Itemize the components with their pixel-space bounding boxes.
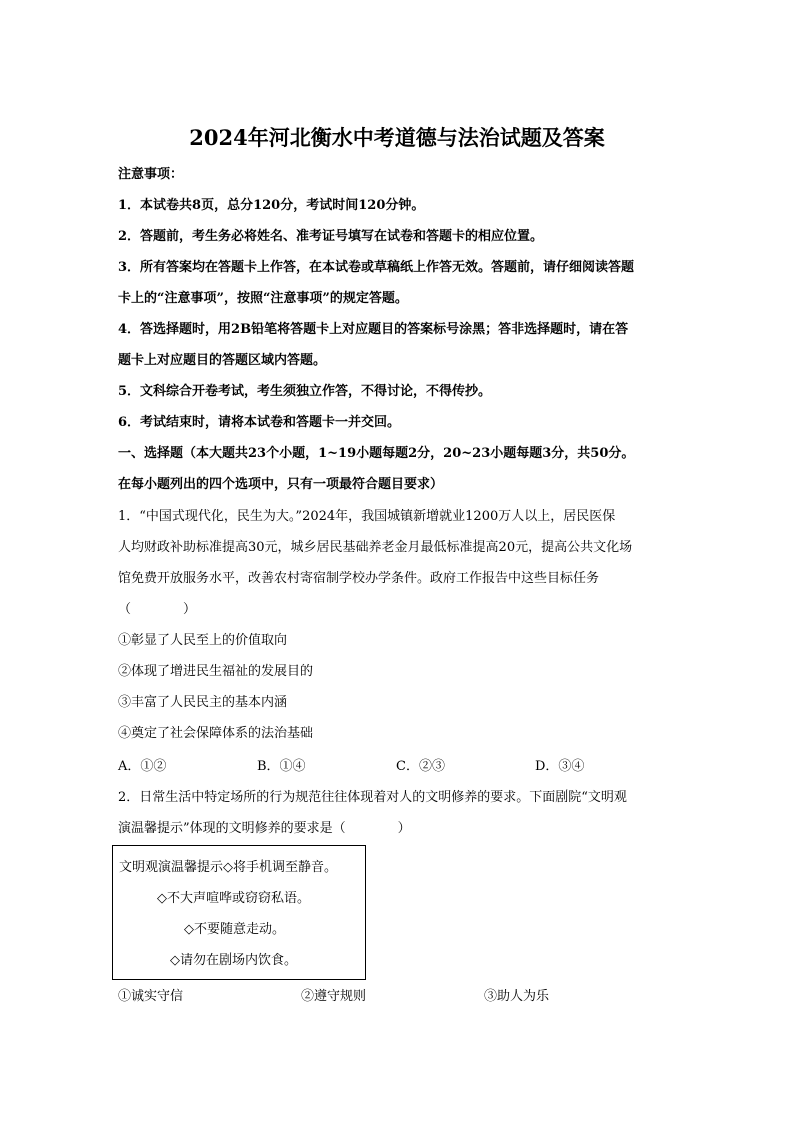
notice-item-5: 5．文科综合开卷考试，考生须独立作答，不得讨论，不得传抄。 [118,384,492,399]
q1-statement-3: ③丰富了人民民主的基本内涵 [118,695,288,710]
q2-stem-line-2: 演温馨提示”体现的文明修养的要求是（ ） [118,821,411,836]
notice-item-6: 6．考试结束时，请将本试卷和答题卡一并交回。 [118,415,401,430]
notice-item-4-cont: 题卡上对应题目的答题区域内答题。 [118,353,327,368]
q2-stem-line-1: 2．日常生活中特定场所的行为规范往往体现着对人的文明修养的要求。下面剧院“文明观 [118,790,627,805]
q1-option-c: C．②③ [396,759,445,774]
notice-item-3-cont: 卡上的“注意事项”，按照“注意事项”的规定答题。 [118,291,408,306]
q1-statement-1: ①彰显了人民至上的价值取向 [118,633,288,648]
q1-option-d: D．③④ [535,759,585,774]
q2-statement-2: ②遵守规则 [301,989,367,1004]
box-line-4: ◇请勿在剧场内饮食。 [170,953,297,968]
box-line-2: ◇不大声喧哗或窃窃私语。 [157,891,310,906]
q1-option-b: B．①④ [257,759,306,774]
notice-item-3: 3．所有答案均在答题卡上作答，在本试卷或草稿纸上作答无效。答题前，请仔细阅读答题 [118,260,635,275]
notice-heading: 注意事项： [118,167,184,182]
page-title: 2024年河北衡水中考道德与法治试题及答案 [189,125,605,150]
notice-item-1: 1．本试卷共8页，总分120分，考试时间120分钟。 [118,198,425,213]
notice-item-2: 2．答题前，考生务必将姓名、准考证号填写在试卷和答题卡的相应位置。 [118,229,544,244]
section-heading: 一、选择题（本大题共23个小题，1~19小题每题2分，20~23小题每题3分，共50分。 [118,446,635,461]
civility-notice-box [112,845,366,980]
q1-statement-2: ②体现了增进民生福祉的发展目的 [118,664,314,679]
q1-answer-blank: （ ） [118,602,197,617]
notice-item-4: 4．答选择题时，用2B铅笔将答题卡上对应题目的答案标号涂黑；答非选择题时，请在答 [118,322,629,337]
q2-statement-1: ①诚实守信 [118,989,184,1004]
q1-stem-line-2: 人均财政补助标准提高30元，城乡居民基础养老金月最低标准提高20元，提高公共文化场 [118,540,633,555]
section-heading-cont: 在每小题列出的四个选项中，只有一项最符合题目要求） [118,477,444,492]
q1-statement-4: ④奠定了社会保障体系的法治基础 [118,726,314,741]
box-line-1: 文明观演温馨提示◇将手机调至静音。 [119,860,337,875]
q1-option-a: A．①② [118,759,167,774]
q2-statement-3: ③助人为乐 [484,989,550,1004]
q1-stem-line-3: 馆免费开放服务水平，改善农村寄宿制学校办学条件。政府工作报告中这些目标任务 [118,571,600,586]
q1-stem-line-1: 1．“中国式现代化，民生为大。”2024年，我国城镇新增就业1200万人以上，居民医保 [118,509,616,524]
box-line-3: ◇不要随意走动。 [184,922,285,937]
